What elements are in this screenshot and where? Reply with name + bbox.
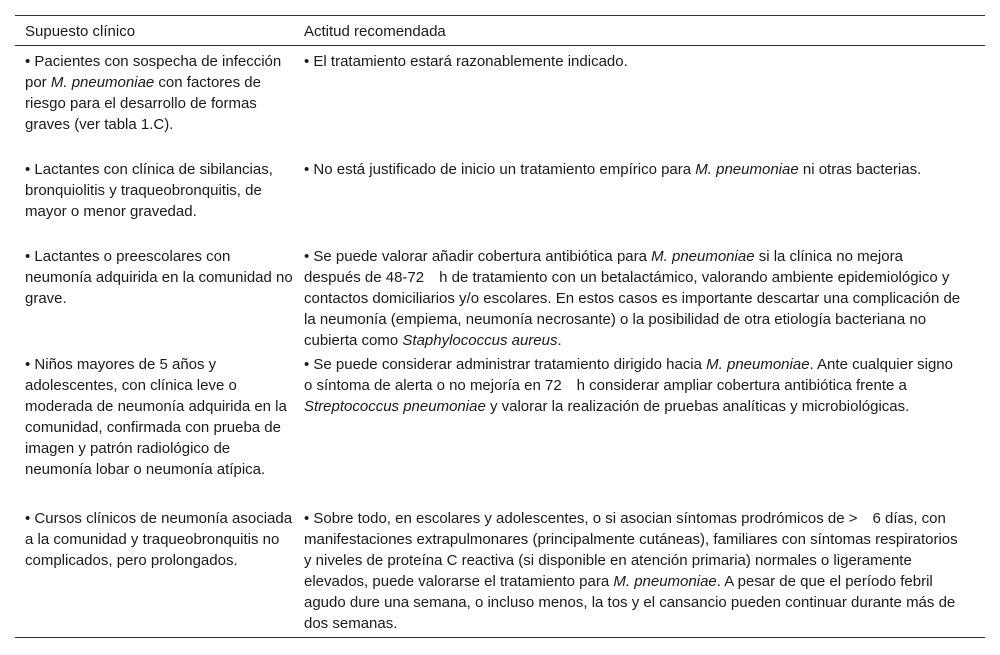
table-row bbox=[15, 243, 985, 352]
cell-supuesto: • Cursos clínicos de neumonía asociada a la comunidad y traqueobronquitis no complicados, pero prolongados. bbox=[25, 510, 293, 569]
cell-actitud: • Se puede considerar administrar tratamiento dirigido hacia M. pneumoniae. Ante cualquier signo o síntoma de alerta o no mejoría en 72 h considerar ampliar cobertura antibiótica frente a Streptococcus pneumoniae y valorar la realización de pruebas analíticas y microbiológicas. bbox=[304, 356, 953, 415]
cell-supuesto: • Niños mayores de 5 años y adolescentes, con clínica leve o moderada de neumonía adquirida en la comunidad, confirmada con prueba de imagen y patrón radiológico de neumonía lobar o neumonía atípica. bbox=[25, 356, 287, 478]
cell-actitud: • Sobre todo, en escolares y adolescentes, o si asocian síntomas prodrómicos de > 6 días, con manifestaciones extrapulmonares (principalmente cutáneas), familiares con síntomas respiratorios y niveles de proteína C reactiva (si disponible en atención primaria) normales o ligeramente elevados, puede valorarse el tratamiento para M. pneumoniae. A pesar de que el período febril agudo dure una semana, o incluso menos, la tos y el cansancio pueden continuar durante más de dos semanas. bbox=[304, 510, 958, 632]
table-header-row bbox=[15, 16, 985, 46]
species-name: M. pneumoniae bbox=[695, 161, 799, 178]
column-header-supuesto: Supuesto clínico bbox=[25, 23, 136, 40]
cell-supuesto: • Lactantes o preescolares con neumonía adquirida en la comunidad no grave. bbox=[25, 248, 293, 307]
cell-actitud: • Se puede valorar añadir cobertura antibiótica para M. pneumoniae si la clínica no mejora después de 48-72 h de tratamiento con un betalactámico, valorando ambiente epidemiológico y contactos domiciliarios y/o escolares. En estos casos es importante descartar una complicación de la neumonía (empiema, neumonía necrosante) o la posibilidad de otra etiología bacteriana no cubierta como Staphylococcus aureus. bbox=[304, 248, 961, 349]
cell-actitud: • No está justificado de inicio un tratamiento empírico para M. pneumoniae ni otras bacterias. bbox=[304, 161, 922, 178]
cell-supuesto: • Lactantes con clínica de sibilancias, bronquiolitis y traqueobronquitis, de mayor o menor gravedad. bbox=[25, 161, 273, 220]
species-name: Staphylococcus aureus bbox=[402, 332, 558, 349]
species-name: Streptococcus pneumoniae bbox=[304, 398, 486, 415]
table-row bbox=[15, 46, 985, 155]
column-header-actitud: Actitud recomendada bbox=[304, 23, 446, 40]
table-bottom-rule bbox=[15, 637, 985, 638]
species-name: M. pneumoniae bbox=[706, 356, 810, 373]
table-row bbox=[15, 155, 985, 243]
cell-supuesto: • Pacientes con sospecha de infección por M. pneumoniae con factores de riesgo para el desarrollo de formas graves (ver tabla 1.C). bbox=[25, 53, 282, 133]
species-name: M. pneumoniae bbox=[50, 74, 155, 91]
cell-actitud: • El tratamiento estará razonablemente indicado. bbox=[304, 53, 628, 70]
species-name: M. pneumoniae bbox=[613, 573, 717, 590]
species-name: M. pneumoniae bbox=[651, 248, 755, 265]
table-row bbox=[15, 352, 985, 504]
recommendation-table bbox=[15, 15, 985, 638]
table-row bbox=[15, 504, 985, 637]
